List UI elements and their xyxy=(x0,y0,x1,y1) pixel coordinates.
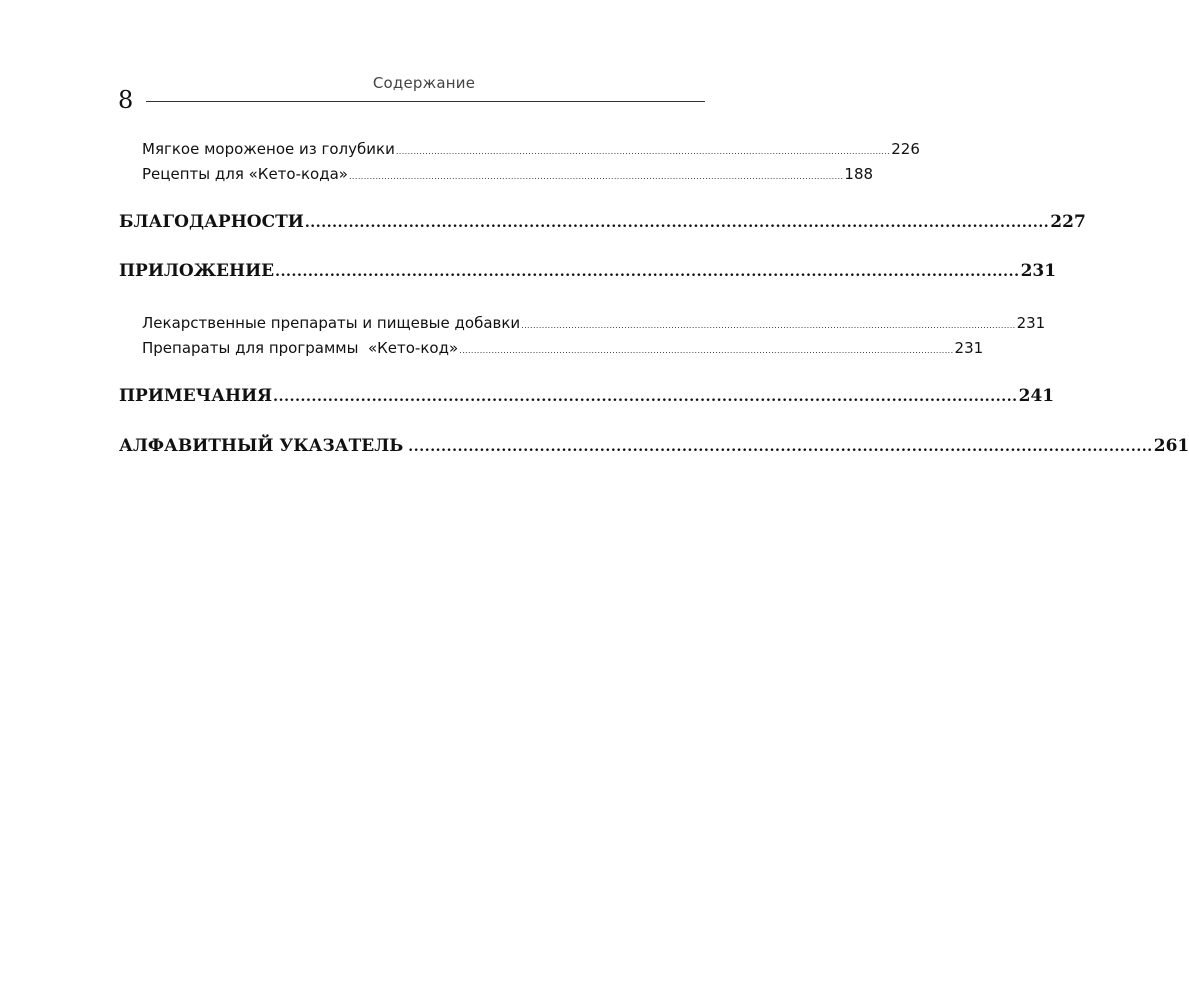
toc-entry-page: 188 xyxy=(844,165,874,183)
dot-leader: ........................................................................................................................................ xyxy=(275,264,1020,280)
toc-entry-page: 226 xyxy=(891,140,920,158)
dot-leader: ........................................................................................................................................................................ xyxy=(348,172,844,181)
toc-entry-label: Препараты для программы «Кето-код» xyxy=(142,339,459,357)
dot-leader: ........................................................................................................................................ xyxy=(304,215,1050,231)
dot-leader: ........................................................................................................................................................................ xyxy=(521,321,1016,330)
toc-entry-page: 231 xyxy=(954,339,984,357)
toc-entry-label: БЛАГОДАРНОСТИ xyxy=(119,212,304,232)
toc-entry-page: 241 xyxy=(1018,386,1055,406)
dot-leader: ........................................................................................................................................................................ xyxy=(459,346,954,355)
dot-leader: ........................................................................................................................................ xyxy=(408,439,1153,455)
toc-entry-appendix[interactable] xyxy=(119,259,1057,284)
toc-entry-acknowledgements[interactable] xyxy=(119,210,1086,235)
toc-entry-label: Лекарственные препараты и пищевые добавки xyxy=(142,314,521,332)
toc-entry-page: 231 xyxy=(1020,261,1057,281)
toc-entry-index[interactable] xyxy=(119,434,1189,459)
dot-leader: ........................................................................................................................................ xyxy=(273,389,1018,405)
running-title: Содержание xyxy=(372,74,476,92)
toc-entry-label: Рецепты для «Кето-кода» xyxy=(142,165,348,183)
toc-entry-page: 231 xyxy=(1016,314,1046,332)
toc-entry-label: АЛФАВИТНЫЙ УКАЗАТЕЛЬ xyxy=(119,436,404,456)
dot-leader: ........................................................................................................................................................................ xyxy=(395,147,891,156)
toc-entry-label: ПРИМЕЧАНИЯ xyxy=(119,386,273,406)
page-number: 8 xyxy=(118,86,134,114)
toc-entry-medications-supplements[interactable] xyxy=(142,313,1046,336)
toc-entry-page: 227 xyxy=(1050,212,1086,232)
header-divider xyxy=(146,101,705,102)
toc-entry-keto-program-products[interactable] xyxy=(142,338,984,361)
toc-entry-keto-recipes[interactable] xyxy=(142,164,874,187)
toc-entry-blueberry-ice-cream[interactable] xyxy=(142,139,920,162)
toc-entry-label: Мягкое мороженое из голубики xyxy=(142,140,395,158)
toc-entry-label: ПРИЛОЖЕНИЕ xyxy=(119,261,275,281)
toc-entry-page: 261 xyxy=(1153,436,1189,456)
toc-entry-notes[interactable] xyxy=(119,384,1055,409)
